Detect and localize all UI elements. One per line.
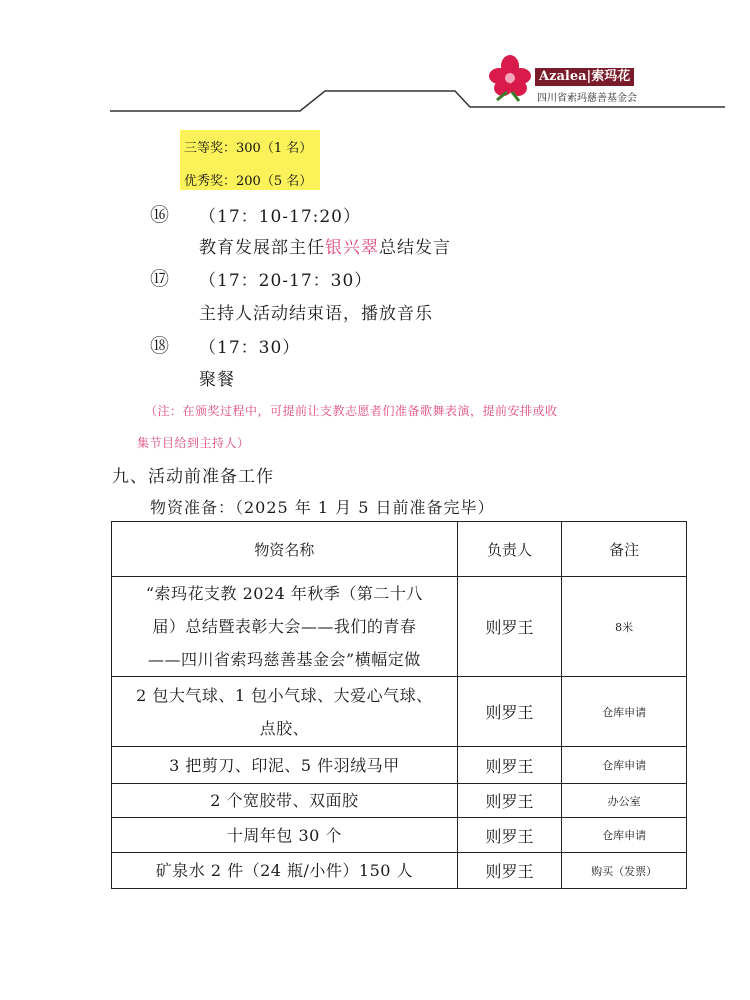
table-header-row	[112, 522, 687, 577]
note-line: （注：在颁奖过程中，可提前让支教志愿者们准备歌舞表演，提前安排或收	[145, 404, 558, 418]
remark-cell: 仓库申请	[562, 677, 687, 747]
owner-cell: 则罗王	[457, 677, 562, 747]
step-time: （17：30）	[199, 338, 301, 358]
azalea-flower-icon	[485, 52, 535, 102]
step-time: （17：20-17：30）	[199, 271, 373, 291]
step-description: 主持人活动结束语，播放音乐	[199, 304, 433, 324]
section-heading: 九、活动前准备工作	[112, 467, 274, 487]
item-cell: 2 个宽胶带、双面胶	[112, 784, 458, 818]
speaker-name: 银兴翠	[325, 238, 379, 258]
table-row	[112, 747, 687, 784]
step-description: 教育发展部主任银兴翠总结发言	[199, 238, 451, 258]
item-cell: 2 包大气球、1 包小气球、大爱心气球、 点胶、	[112, 677, 458, 747]
header-owner: 负责人	[457, 522, 562, 577]
table-row	[112, 853, 687, 889]
header-item-name: 物资名称	[112, 522, 458, 577]
award-excellent: 优秀奖：200（5 名）	[184, 174, 313, 189]
item-cell: “索玛花支教 2024 年秋季（第二十八 届）总结暨表彰大会——我们的青春 ——四川省索玛慈善基金会”横幅定做	[112, 577, 458, 677]
table-row	[112, 577, 687, 677]
step-description: 聚餐	[199, 370, 235, 390]
item-cell: 矿泉水 2 件（24 瓶/小件）150 人	[112, 853, 458, 889]
table-row	[112, 818, 687, 853]
header-remark: 备注	[562, 522, 687, 577]
step-time: （17：10-17:20）	[199, 207, 361, 227]
table-row	[112, 677, 687, 747]
item-cell: 3 把剪刀、印泥、5 件羽绒马甲	[112, 747, 458, 784]
step-number: ⑰	[150, 268, 170, 290]
step-number: ⑱	[150, 335, 170, 357]
remark-cell: 办公室	[562, 784, 687, 818]
foundation-logo	[485, 50, 645, 110]
table-row	[112, 784, 687, 818]
materials-table	[111, 521, 687, 889]
owner-cell: 则罗王	[457, 747, 562, 784]
note-line: 集节目给到主持人）	[137, 436, 250, 450]
logo-subtitle: 四川省索玛慈善基金会	[537, 93, 637, 104]
owner-cell: 则罗王	[457, 784, 562, 818]
materials-prep-line: 物资准备：（2025 年 1 月 5 日前准备完毕）	[150, 498, 495, 517]
owner-cell: 则罗王	[457, 818, 562, 853]
item-cell: 十周年包 30 个	[112, 818, 458, 853]
remark-cell: 仓库申请	[562, 747, 687, 784]
award-third: 三等奖：300（1 名）	[184, 141, 313, 156]
remark-cell: 仓库申请	[562, 818, 687, 853]
remark-cell: 购买（发票）	[562, 853, 687, 889]
logo-brand: Azalea|索玛花	[535, 68, 634, 86]
step-number: ⑯	[150, 204, 170, 226]
owner-cell: 则罗王	[457, 577, 562, 677]
remark-cell: 8米	[562, 577, 687, 677]
owner-cell: 则罗王	[457, 853, 562, 889]
